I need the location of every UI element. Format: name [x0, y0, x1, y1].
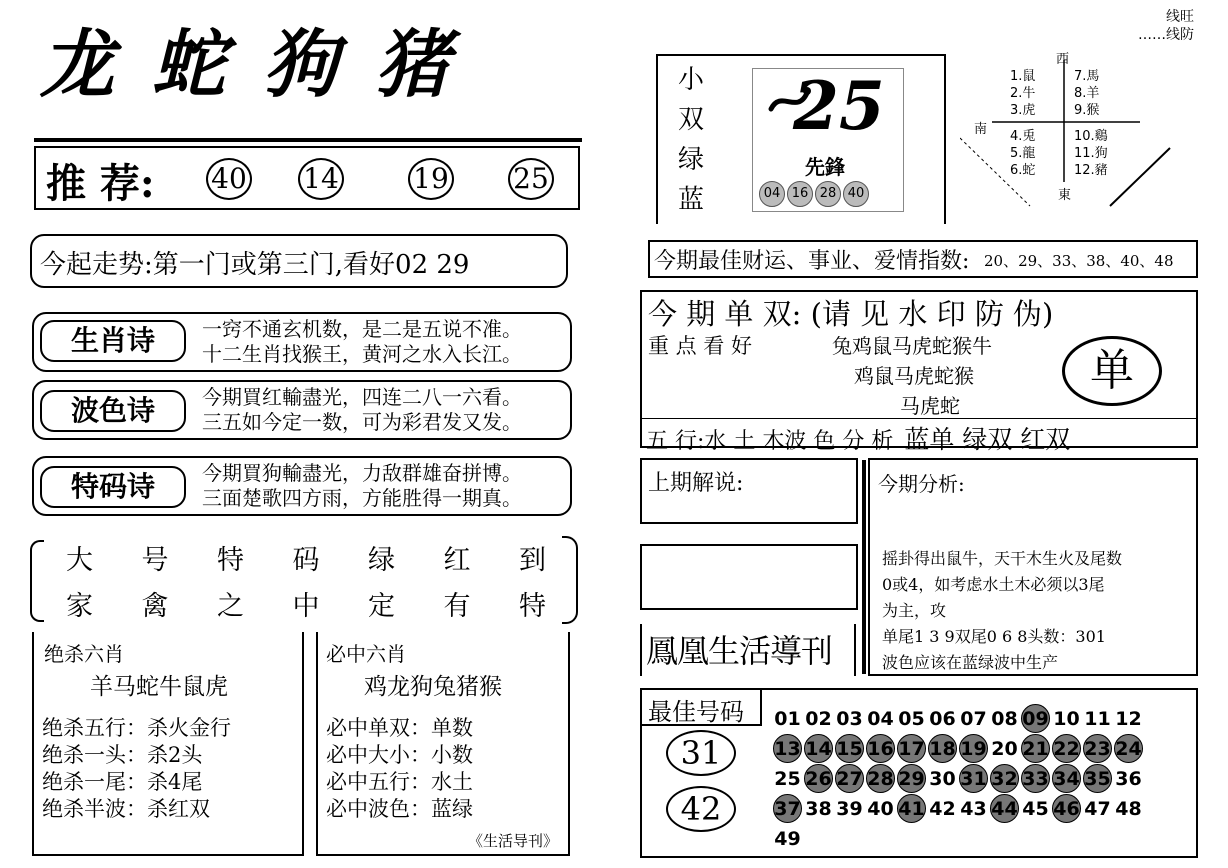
- number-cell: 03: [836, 708, 863, 730]
- must-line-4: 必中波色：蓝绿: [326, 797, 473, 821]
- number-cell: 49: [774, 828, 801, 850]
- banner-char: 码: [292, 545, 320, 576]
- compass-left-bottom: [1010, 128, 1035, 179]
- recommend-number-2: 14: [298, 158, 344, 200]
- kill-line-4: 绝杀半波：杀红双: [42, 797, 210, 821]
- sd-title: 今 期 单 双: (请 见 水 印 防 伪): [648, 297, 1054, 331]
- zodiac-item: 9.猴: [1074, 103, 1100, 118]
- banner-char: 到: [519, 545, 546, 576]
- sd-wuxing-text: 五 行:水 土 木波 色 分 析: [646, 429, 894, 454]
- number-cell: 18: [928, 734, 957, 763]
- number-cell: 22: [1052, 734, 1081, 763]
- poem-line-2a: 今期買红輸盡光，四连二八一六看。: [202, 385, 522, 409]
- zodiac-item: 7.馬: [1074, 69, 1100, 84]
- banner-char: 中: [292, 591, 320, 622]
- number-cell: 27: [835, 764, 864, 793]
- brand-text: 鳳凰生活導刊: [646, 632, 833, 670]
- poem-label-1: 生肖诗: [40, 320, 186, 362]
- number-cell: 30: [929, 768, 956, 790]
- zodiac-item: 5.龍: [1010, 146, 1036, 161]
- zodiac-item: 4.兎: [1010, 129, 1036, 144]
- pioneer-side-3: 绿: [678, 145, 705, 175]
- compass-east: 東: [1058, 188, 1072, 203]
- poem-line-3b: 三面楚歌四方雨，方能胜得一期真。: [202, 486, 522, 510]
- must-line-3: 必中五行：水土: [326, 770, 473, 794]
- trend-text: 今起走势:第一门或第三门,看好02 29: [40, 250, 470, 280]
- pioneer-ball: 40: [843, 181, 869, 207]
- pioneer-side-2: 双: [678, 105, 705, 135]
- number-cell: 19: [959, 734, 988, 763]
- must-box: [316, 632, 570, 856]
- zodiac-item: 10.鷄: [1074, 129, 1108, 144]
- sd-line-1: 兔鸡鼠马虎蛇猴牛: [832, 334, 992, 358]
- banner-char: 定: [368, 591, 395, 622]
- sd-focus-label: 重 点 看 好: [648, 334, 753, 358]
- number-cell: 32: [990, 764, 1019, 793]
- compass-right-bottom: [1074, 128, 1108, 179]
- must-zodiacs: 鸡龙狗兔猪猴: [364, 674, 502, 700]
- pioneer-side-4: 蓝: [678, 185, 705, 215]
- brand-box: [640, 624, 856, 676]
- number-cell: 10: [1053, 708, 1080, 730]
- banner-char: 有: [443, 591, 471, 622]
- index-values: 20、29、33、38、40、48: [984, 252, 1174, 270]
- kill-title: 绝杀六肖: [44, 642, 124, 666]
- zodiac-item: 3.虎: [1010, 103, 1036, 118]
- last-period-box: [640, 458, 858, 524]
- must-title: 必中六肖: [326, 642, 406, 666]
- compass-left-top: [1010, 68, 1035, 119]
- number-cell: 46: [1052, 794, 1081, 823]
- number-cell: 29: [897, 764, 926, 793]
- number-cell: 02: [805, 708, 832, 730]
- number-cell: 07: [960, 708, 987, 730]
- poem-box-2: [32, 380, 572, 440]
- number-cell: 17: [897, 734, 926, 763]
- poem-box-1: [32, 312, 572, 372]
- single-double-box: [640, 290, 1198, 454]
- pioneer-label: 先鋒: [805, 155, 845, 179]
- number-cell: 20: [991, 738, 1018, 760]
- kill-line-2: 绝杀一头：杀2头: [42, 743, 203, 767]
- note-line-2: ……线防: [1138, 27, 1194, 43]
- kill-line-3: 绝杀一尾：杀4尾: [42, 770, 203, 794]
- banner-char: 特: [217, 545, 244, 576]
- best-box: [640, 688, 1198, 858]
- index-label: 今期最佳财运、事业、爱情指数:: [654, 249, 970, 274]
- number-cell: 38: [805, 798, 832, 820]
- recommend-label: 推 荐:: [46, 160, 155, 207]
- number-row: [772, 794, 1194, 824]
- number-row: [772, 734, 1194, 764]
- compass-right-top: [1074, 68, 1099, 119]
- number-cell: 08: [991, 708, 1018, 730]
- number-cell: 35: [1083, 764, 1112, 793]
- this-period-box: [868, 458, 1198, 676]
- number-cell: 26: [804, 764, 833, 793]
- pioneer-ball: 04: [759, 181, 785, 207]
- top-right-note: [1112, 8, 1194, 44]
- banner-char: 绿: [368, 545, 395, 576]
- number-cell: 24: [1114, 734, 1143, 763]
- pioneer-box: [656, 54, 946, 224]
- banner-bracket-left: [30, 540, 44, 622]
- banner-char: 号: [141, 545, 169, 576]
- analysis-line: 波色应该在蓝绿波中生产: [882, 653, 1059, 672]
- pioneer-ball: 16: [787, 181, 813, 207]
- number-cell: 16: [866, 734, 895, 763]
- poem-line-2b: 三五如今定一数，可为彩君发又发。: [202, 410, 522, 434]
- pioneer-balls: [759, 181, 871, 207]
- number-cell: 09: [1021, 704, 1050, 733]
- zodiac-item: 11.狗: [1074, 146, 1108, 161]
- zodiac-item: 6.蛇: [1010, 163, 1036, 178]
- number-cell: 04: [867, 708, 894, 730]
- must-line-1: 必中单双：单数: [326, 716, 473, 740]
- number-row: [772, 704, 1194, 734]
- number-cell: 40: [867, 798, 894, 820]
- banner-char: 禽: [141, 591, 169, 622]
- number-row: [772, 824, 1194, 854]
- poem-label-2: 波色诗: [40, 390, 186, 432]
- number-grid: [772, 704, 1194, 854]
- last-period-label: 上期解说:: [648, 471, 744, 496]
- pioneer-side-1: 小: [678, 65, 705, 95]
- sd-wuxing-tail: 蓝单 绿双 红双: [904, 425, 1071, 454]
- number-cell: 21: [1021, 734, 1050, 763]
- number-cell: 06: [929, 708, 956, 730]
- best-label: 最佳号码: [648, 698, 744, 726]
- last-period-box-2: [640, 544, 858, 610]
- banner-char: 红: [443, 545, 471, 576]
- analysis-line: 0或4，如考虑水土木必须以3尾: [882, 575, 1105, 594]
- number-cell: 45: [1022, 798, 1049, 820]
- number-cell: 33: [1021, 764, 1050, 793]
- analysis-separator: [862, 460, 866, 674]
- number-cell: 28: [866, 764, 895, 793]
- kill-line-1: 绝杀五行：杀火金行: [42, 716, 231, 740]
- number-cell: 44: [990, 794, 1019, 823]
- number-cell: 36: [1115, 768, 1142, 790]
- number-cell: 31: [959, 764, 988, 793]
- zodiac-item: 8.羊: [1074, 86, 1100, 101]
- zodiac-item: 2.牛: [1010, 86, 1036, 101]
- zodiac-item: 1.鼠: [1010, 69, 1036, 84]
- sd-wuxing: [646, 420, 1070, 456]
- number-cell: 25: [774, 768, 801, 790]
- number-cell: 15: [835, 734, 864, 763]
- must-line-2: 必中大小：小数: [326, 743, 473, 767]
- banner-char: 特: [519, 591, 546, 622]
- must-footer: 《生活导刊》: [468, 832, 559, 850]
- banner-row-1: [66, 538, 546, 577]
- number-cell: 41: [897, 794, 926, 823]
- compass: [960, 46, 1180, 216]
- number-cell: 39: [836, 798, 863, 820]
- poem-line-1b: 十二生肖找猴王，黄河之水入长江。: [202, 342, 522, 366]
- banner-char: 之: [217, 591, 244, 622]
- number-cell: 23: [1083, 734, 1112, 763]
- note-line-1: 线旺: [1166, 9, 1194, 25]
- poem-box-3: [32, 456, 572, 516]
- sd-badge: 单: [1062, 336, 1162, 406]
- analysis-text: [882, 546, 1122, 676]
- zodiac-item: 12.豬: [1074, 163, 1108, 178]
- banner-char: 家: [66, 591, 93, 622]
- poem-line-3a: 今期買狗輸盡光，力敌群雄奋拼博。: [202, 461, 522, 485]
- banner-bracket-right: [562, 536, 578, 624]
- kill-box: [32, 632, 304, 856]
- pioneer-side: [678, 60, 704, 220]
- number-cell: 11: [1084, 708, 1111, 730]
- sd-divider: [642, 418, 1196, 419]
- this-period-label: 今期分析:: [878, 472, 965, 496]
- pioneer-card: [752, 68, 904, 212]
- compass-south: 南: [974, 122, 988, 137]
- compass-west: 西: [1056, 52, 1070, 67]
- title-underline: [34, 138, 582, 142]
- recommend-number-1: 40: [206, 158, 252, 200]
- number-cell: 42: [929, 798, 956, 820]
- number-cell: 05: [898, 708, 925, 730]
- index-box: [648, 240, 1198, 278]
- kill-zodiacs: 羊马蛇牛鼠虎: [90, 674, 228, 700]
- number-cell: 12: [1115, 708, 1142, 730]
- recommend-box: [34, 146, 580, 210]
- page-title: 龙 蛇 狗 猪: [40, 22, 456, 108]
- number-cell: 43: [960, 798, 987, 820]
- number-cell: 01: [774, 708, 801, 730]
- analysis-line: 为主，攻: [882, 601, 947, 620]
- poem-label-3: 特码诗: [40, 466, 186, 508]
- best-pick-1: 31: [666, 730, 736, 776]
- poem-line-1a: 一窍不通玄机数，是二是五说不准。: [202, 317, 522, 341]
- banner-row-2: [66, 584, 546, 623]
- number-cell: 48: [1115, 798, 1142, 820]
- number-cell: 37: [773, 794, 802, 823]
- number-cell: 14: [804, 734, 833, 763]
- pioneer-number: 25: [793, 67, 885, 145]
- number-cell: 13: [773, 734, 802, 763]
- pioneer-ball: 28: [815, 181, 841, 207]
- sd-line-3: 马虎蛇: [900, 394, 960, 418]
- sd-line-2: 鸡鼠马虎蛇猴: [854, 364, 974, 388]
- number-row: [772, 764, 1194, 794]
- analysis-line: 摇卦得出鼠牛，天干木生火及尾数: [882, 549, 1123, 568]
- banner-char: 大: [66, 545, 93, 576]
- number-cell: 47: [1084, 798, 1111, 820]
- analysis-line: 单尾1 3 9双尾0 6 8头数：301: [882, 627, 1106, 646]
- number-cell: 34: [1052, 764, 1081, 793]
- recommend-number-4: 25: [508, 158, 554, 200]
- trend-box: [30, 234, 568, 288]
- recommend-number-3: 19: [408, 158, 454, 200]
- best-pick-2: 42: [666, 786, 736, 832]
